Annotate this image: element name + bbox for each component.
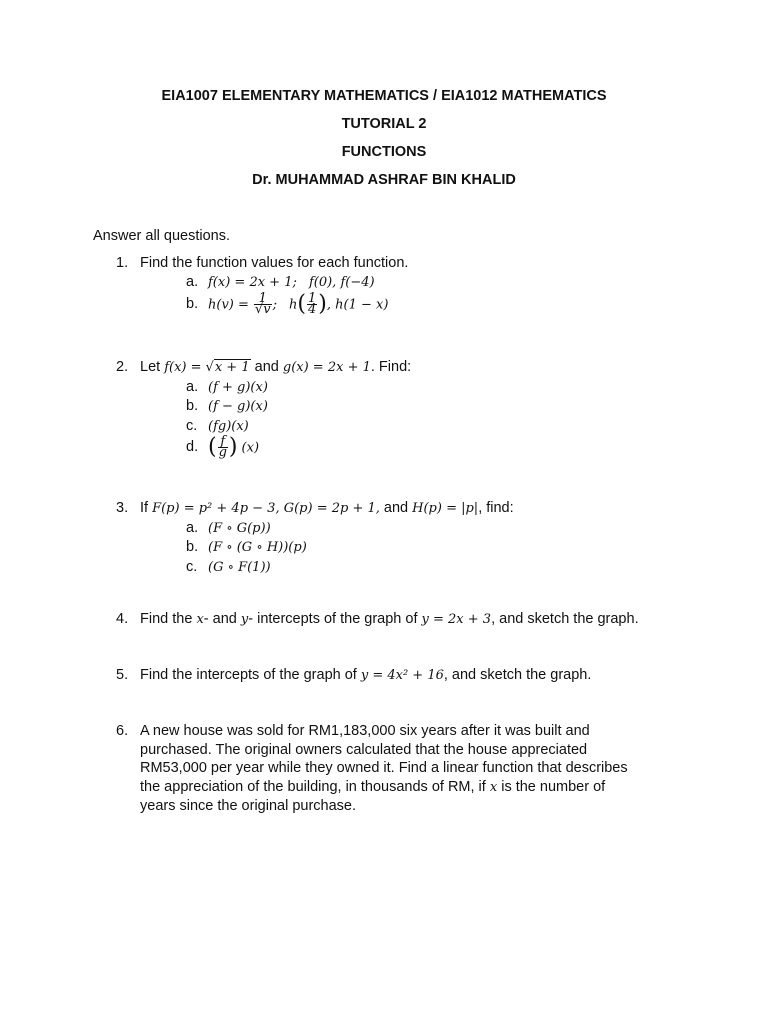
question-5	[116, 666, 686, 686]
question-1	[116, 254, 686, 315]
question-number: 4.	[116, 611, 129, 627]
tutorial-title: TUTORIAL 2	[341, 116, 427, 132]
fraction: $\frac{1}{√v}$	[254, 291, 271, 317]
question-number: 1.	[116, 255, 129, 271]
question-number: 5.	[116, 667, 129, 683]
question-part: a. f(x) = 2x + 1; f(0), f(−4)	[186, 273, 375, 290]
question-2	[116, 358, 686, 458]
lecturer-name: Dr. MUHAMMAD ASHRAF BIN KHALID	[252, 172, 516, 188]
question-part: a. (F ∘ G(p))	[186, 519, 271, 536]
question-4	[116, 610, 686, 630]
question-number: 3.	[116, 500, 129, 516]
instructions: Answer all questions.	[93, 228, 231, 244]
question-part: c. (fg)(x)	[186, 417, 249, 434]
question-text: If F(p) = p² + 4p − 3, G(p) = 2p + 1, and H(p) = |p|, find:	[140, 500, 514, 516]
question-number: 6.	[116, 723, 129, 739]
question-text: Find the intercepts of the graph of y = 4x² + 16, and sketch the graph.	[140, 667, 592, 683]
document-header	[0, 86, 768, 198]
question-part: b. h(v) = $\frac{1}{√v}$ ; h( $\frac{1}{4}$ ), h(1 − x)	[186, 291, 389, 317]
question-number: 2.	[116, 359, 129, 375]
question-part: a. (f + g)(x)	[186, 378, 268, 395]
question-3	[116, 499, 686, 577]
question-text: Find the function values for each function.	[140, 255, 409, 271]
question-part: b. (F ∘ (G ∘ H))(p)	[186, 539, 307, 555]
question-part: c. (G ∘ F(1))	[186, 558, 271, 575]
question-part: d. ( $\frac{f}{g}$ ) (x)	[186, 434, 260, 460]
question-text: Let f(x) = √x + 1 and g(x) = 2x + 1. Find:	[140, 359, 412, 375]
course-title: EIA1007 ELEMENTARY MATHEMATICS / EIA1012 MATHEMATICS	[161, 88, 607, 104]
fraction: $\frac{f}{g}$	[218, 434, 227, 460]
fraction: $\frac{1}{4}$	[308, 291, 317, 317]
topic-title: FUNCTIONS	[341, 144, 427, 160]
question-text: Find the x- and y- intercepts of the graph of y = 2x + 3, and sketch the graph.	[140, 611, 639, 627]
question-part: b. (f − g)(x)	[186, 398, 268, 414]
question-6	[116, 722, 686, 816]
question-text: A new house was sold for RM1,183,000 six years after it was built and purchased. The original owners calculated that the house appreciated RM53,000 per year while they owned it. Find a linear function that describes the appreciation of the building, in thousands of RM, if x is the number of years since the original purchase.	[140, 723, 628, 814]
